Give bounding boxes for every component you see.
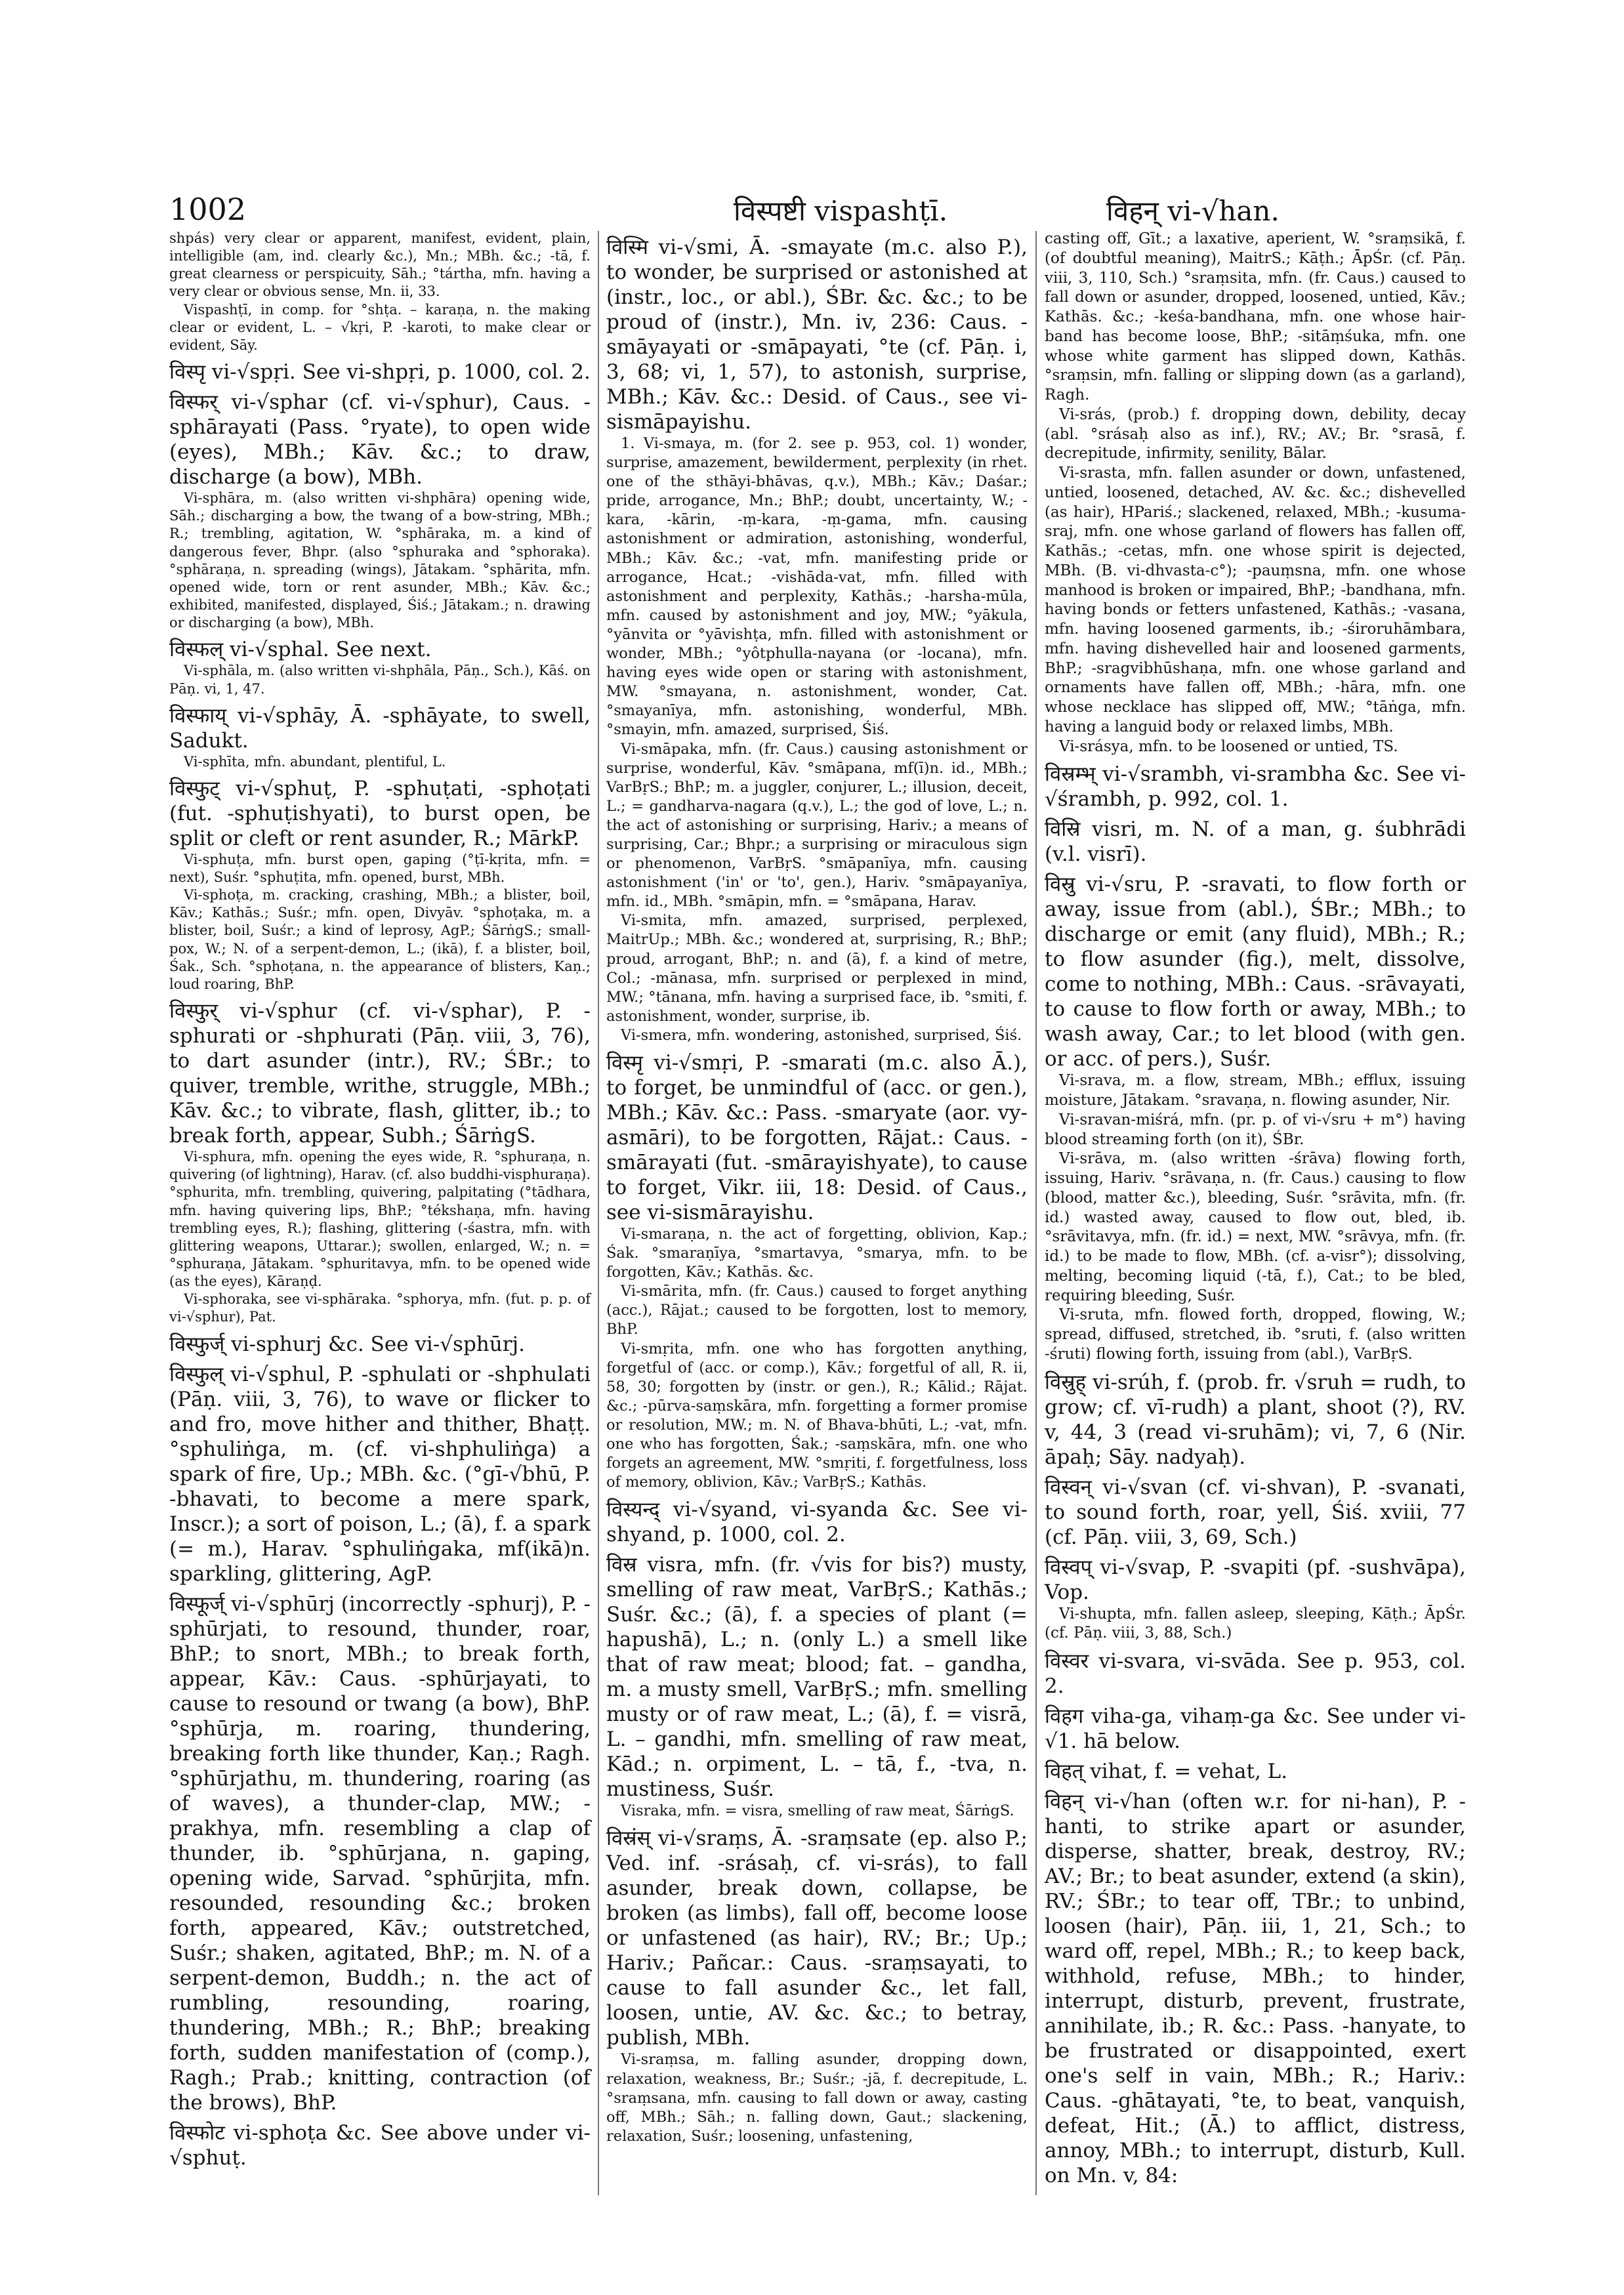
dictionary-entry-text: Vi-sruta, mfn. flowed forth, dropped, flowing, W.; spread, diffused, stretched, ib. °sruti, f. (also written -śruti) flowing forth, issuing from (abl.), VarBṛS. [1045,1306,1466,1363]
dictionary-headword-entry: विस्र visra, mfn. (fr. √vis for bis?) musty, smelling of raw meat, VarBṛS.; Kathās.; Suśr. &c.; (ā), f. a species of plant (= hapushā), L.; n. (only L.) a smell like that of raw meat; blood; fat. – gandha, m. a musty smell, VarBṛS.; mfn. smelling musty or of raw meat, L.; (ā), f. = visrā, L. – gandhi, mfn. smelling of raw meat, Kād.; n. orpiment, L. – tā, f., -tva, n. mustiness, Suśr. [606,1553,1028,1802]
dictionary-headword-entry: विस्फुल् vi-√sphul, P. -sphulati or -shphulati (Pāṇ. viii, 3, 76), to wave or flicker to and fro, move hither and thither, Bhaṭṭ. °sphuliṅga, m. (cf. vi-shphuliṅga) a spark of fire, Up.; MBh. &c. (°gī-√bhū, P. -bhavati, to become a mere spark, Inscr.); a sort of poison, L.; (ā), f. a spark (= m.), Harav. °sphuliṅgaka, mf(ikā)n. sparkling, glittering, AgP. [169,1362,591,1586]
dictionary-entry-text: casting off, Gīt.; a laxative, aperient, W. °sraṃsikā, f. (of doubtful meaning), MaitrS.; Kāṭh.; ĀpŚr. (cf. Pāṇ. viii, 3, 110, Sch.) °sraṃsita, mfn. (fr. Caus.) caused to fall down or asunder, dropped, loosened, untied, Kāv.; Kathās. &c.; -keśa-bandhana, mfn. one whose hair-band has become loose, BhP.; -sitāṃśuka, mfn. one whose white garment has slipped down, Kathās. °sraṃsin, mfn. falling or slipping down (as a garland), Ragh. [1045,230,1466,403]
dictionary-entry-text: Vi-srásya, mfn. to be loosened or untied, TS. [1059,737,1398,755]
dictionary-entry-text: shpás) very clear or apparent, manifest, evident, plain, intelligible (am, ind. clearly &c.), Mn.; MBh. &c.; -tā, f. great clearness or perspicuity, Sāh.; °tártha, mfn. having a very clear or obvious sense, Mn. ii, 33. [169,230,591,300]
column-2 [606,230,1028,2146]
dictionary-headword-entry: विहत् vihat, f. = vehat, L. [1045,1760,1288,1783]
dictionary-entry-text: Vi-sphīta, mfn. abundant, plentiful, L. [184,753,446,770]
dictionary-entry-text: Vi-smita, mfn. amazed, surprised, perplexed, MaitrUp.; MBh. &c.; wondered at, surprising, R.; BhP.; proud, arrogant, BhP.; n. and (ā), f. a kind of metre, Col.; -mānasa, mfn. surprised or perplexed in mind, MW.; °tānana, mfn. having a surprised face, ib. °smiti, f. astonishment, wonder, surprise, ib. [606,912,1028,1025]
dictionary-headword-entry: विस्फाय् vi-√sphāy, Ā. -sphāyate, to swell, Sadukt. [169,703,591,753]
dictionary-headword-entry: विस्फोट vi-sphoṭa &c. See above under vi-√sphuṭ. [169,2120,591,2170]
dictionary-headword-entry: विस्फल् vi-√sphal. See next. [169,638,432,662]
dictionary-headword-entry: विस्रम्भ् vi-√srambh, vi-srambha &c. See vi-√śrambh, p. 992, col. 1. [1045,762,1466,812]
dictionary-entry-text: Vi-srava, m. a flow, stream, MBh.; efflux, issuing moisture, Jātakam. °sravaṇa, n. flowing asunder, Nir. [1045,1072,1466,1109]
dictionary-headword-entry: विस्वन् vi-√svan (cf. vi-shvan), P. -svanati, to sound forth, roar, yell, Śiś. xviii, 77 (cf. Pāṇ. viii, 3, 69, Sch.) [1045,1475,1466,1549]
dictionary-entry-text: Visraka, mfn. = visra, smelling of raw meat, ŚārṅgS. [621,1802,1014,1820]
dictionary-headword-entry: विस्रि visri, m. N. of a man, g. śubhrādi (v.l. visrī). [1045,817,1466,867]
column-1 [169,230,591,2170]
dictionary-entry-text: Vi-sphoṭa, m. cracking, crashing, MBh.; a blister, boil, Kāv.; Kathās.; Suśr.; mfn. open, Divyāv. °sphoṭaka, m. a blister, boil, Suśr.; a kind of leprosy, AgP.; ŚārṅgS.; small-pox, W.; N. of a serpent-demon, L.; (ikā), f. a blister, boil, Śak., Sch. °sphoṭana, n. the appearance of blisters, Kaṇ.; loud roaring, BhP. [169,887,591,992]
page-number: 1002 [169,192,247,227]
dictionary-entry-text: Vi-smārita, mfn. (fr. Caus.) caused to forget anything (acc.), Rājat.; caused to be forgotten, lost to memory, BhP. [606,1283,1028,1338]
dictionary-entry-text: Vi-smera, mfn. wondering, astonished, surprised, Śiś. [621,1026,1022,1044]
dictionary-headword-entry: विस्फुर् vi-√sphur (cf. vi-√sphar), P. -sphurati or -shphurati (Pāṇ. viii, 3, 76), to dart asunder (intr.), RV.; ŚBr.; to quiver, tremble, writhe, struggle, MBh.; Kāv. &c.; to vibrate, flash, glitter, ib.; to break forth, appear, Subh.; ŚārṅgS. [169,999,591,1148]
header-first-word: विस्पष्टी vispashṭī. [734,195,948,227]
dictionary-headword-entry: विस्फुट् vi-√sphuṭ, P. -sphuṭati, -sphoṭati (fut. -sphuṭishyati), to burst open, be split or cleft or rent asunder, R.; MārkP. [169,776,591,850]
dictionary-headword-entry: विस्फर् vi-√sphar (cf. vi-√sphur), Caus. -sphārayati (Pass. °ryate), to open wide (eyes), MBh.; Kāv. &c.; to draw, discharge (a bow), MBh. [169,390,591,489]
dictionary-headword-entry: विस्मृ vi-√smṛi, P. -smarati (m.c. also Ā.), to forget, be unmindful of (acc. or gen.), MBh.; Kāv. &c.: Pass. -smaryate (aor. vy-asmāri), to be forgotten, Rājat.: Caus. -smārayati (fut. -smārayishyate), to cause to forget, Vikr. iii, 18: Desid. of Caus., see vi-sismārayishu. [606,1051,1028,1224]
dictionary-entry-text: Vi-sphura, mfn. opening the eyes wide, R. °sphuraṇa, n. quivering (of lightning), Harav. (cf. also buddhi-visphuraṇa). °sphurita, mfn. trembling, quivering, palpitating (°tādhara, mfn. having quivering lips, BhP.; °tékshaṇa, mfn. having trembling eyes, R.); flashing, glittering (-śastra, mfn. with glittering weapons, Uttarar.); swollen, enlarged, W.; n. = °sphuraṇa, Jātakam. °sphuritavya, mfn. to be opened wide (as the eyes), Kāraṇḍ. [169,1149,591,1290]
dictionary-headword-entry: विस्फुर्ज् vi-sphurj &c. See vi-√sphūrj. [169,1332,526,1356]
header-last-word: विहन् vi-√han. [1106,195,1280,227]
dictionary-entry-text: Vi-sraṃsa, m. falling asunder, dropping down, relaxation, weakness, Br.; Suśr.; -jā, f. decrepitude, L. °sraṃsana, mfn. causing to fall down or away, casting off, MBh.; Sāh.; n. falling down, Gaut.; slackening, relaxation, Suśr.; loosening, unfastening, [606,2051,1028,2145]
dictionary-headword-entry: विहन् vi-√han (often w.r. for ni-han), P. -hanti, to strike apart or asunder, disperse, shatter, break, destroy, RV.; AV.; Br.; to beat asunder, extend (a skin), RV.; ŚBr.; to tear off, TBr.; to unbind, loosen (hair), Pāṇ. iii, 1, 21, Sch.; to ward off, repel, MBh.; R.; to keep back, withhold, refuse, MBh.; to hinder, interrupt, disturb, prevent, frustrate, annihilate, ib.; R. &c.: Pass. -hanyate, to be frustrated or disappointed, exert one's self in vain, MBh.; R.; Hariv.: Caus. -ghātayati, °te, to beat, vanquish, defeat, Hit.; (Ā.) to afflict, distress, annoy, MBh.; to interrupt, disturb, Kull. on Mn. v, 84: [1045,1790,1466,2187]
column-divider [598,231,599,2195]
dictionary-headword-entry: विस्मि vi-√smi, Ā. -smayate (m.c. also P.), to wonder, be surprised or astonished at (instr., loc., or abl.), ŚBr. &c. &c.; to be proud of (instr.), Mn. iv, 236: Caus. -smāyayati or -smāpayati, °te (cf. Pāṇ. i, 3, 68; vi, 1, 57), to astonish, surprise, MBh.; Kāv. &c.: Desid. of Caus., see vi-sismāpayishu. [606,236,1028,434]
dictionary-entry-text: 1. Vi-smaya, m. (for 2. see p. 953, col. 1) wonder, surprise, amazement, bewilderment, perplexity (in rhet. one of the sthāyi-bhāvas, q.v.), MBh.; Kāv.; Daśar.; pride, arrogance, Mn.; BhP.; doubt, uncertainty, W.; -kara, -kārin, -ṃ-kara, -ṃ-gama, mfn. causing astonishment or admiration, astonishing, wonderful, MBh.; Kāv. &c.; -vat, mfn. manifesting pride or arrogance, Hcat.; -vishāda-vat, mfn. filled with astonishment and perplexity, Kathās.; -harsha-mūla, mfn. caused by astonishment and joy, MW.; °yākula, °yānvita or °yāvishṭa, mfn. filled with astonishment or wonder, MBh.; °yôtphulla-nayana (or -locana), mfn. having eyes wide open or staring with astonishment, MW. °smayana, n. astonishment, wonder, Cat. °smayanīya, mfn. astonishing, wonderful, MBh. °smayin, mfn. amazed, surprised, Śiś. [606,435,1028,739]
dictionary-headword-entry: विस्वप् vi-√svap, P. -svapiti (pf. -sushvāpa), Vop. [1045,1555,1466,1604]
dictionary-headword-entry: विस्रुह् vi-srúh, f. (prob. fr. √sruh = rudh, to grow; cf. vī-rudh) a plant, shoot (?), RV. v, 44, 3 (read vi-sruhām); vi, 7, 6 (Nir. āpaḥ; Sāy. nadyaḥ). [1045,1370,1466,1469]
dictionary-headword-entry: विस्वर vi-svara, vi-svāda. See p. 953, col. 2. [1045,1649,1466,1698]
dictionary-entry-text: Vi-srasta, mfn. fallen asunder or down, unfastened, untied, loosened, detached, AV. &c. &c.; dishevelled (as hair), HPariś.; slackened, relaxed, MBh.; -kusuma-sraj, mfn. one whose garland of flowers has fallen off, Kathās.; -cetas, mfn. one whose spirit is dejected, MBh. (B. vi-dhvasta-c°); -pauṃsna, mfn. one whose manhood is broken or impaired, BhP.; -bandhana, mfn. having bonds or fetters unfastened, Kathās.; -vasana, mfn. having loosened garments, ib.; -śiroruhāmbara, mfn. having dishevelled hair and loosened garments, BhP.; -sragvibhūshaṇa, mfn. one whose garland and ornaments have fallen off, MBh.; -hāra, mfn. one whose necklace has slipped off, MW.; °tāṅga, mfn. having a languid body or relaxed limbs, MBh. [1045,465,1466,735]
dictionary-headword-entry: विस्रंस् vi-√sraṃs, Ā. -sraṃsate (ep. also P.; Ved. inf. -srásaḥ, cf. vi-srás), to fall asunder, break down, collapse, be broken (as limbs), fall off, become loose or unfastened (as hair), RV.; Br.; Up.; Hariv.; Pañcar.: Caus. -sraṃsayati, to cause to fall asunder &c., let fall, loosen, untie, AV. &c. &c.; to betray, publish, MBh. [606,1827,1028,2050]
dictionary-headword-entry: विस्पृ vi-√spṛi. See vi-shpṛi, p. 1000, col. 2. [169,360,591,384]
dictionary-headword-entry: विस्रु vi-√sru, P. -sravati, to flow forth or away, issue from (abl.), ŚBr.; MBh.; to discharge or emit (any fluid), MBh.; R.; to flow asunder (fig.), melt, dissolve, come to nothing, MBh.: Caus. -srāvayati, to cause to flow forth or away, MBh.; to wash away, Car.; to let blood (with gen. or acc. of pers.), Suśr. [1045,873,1466,1071]
dictionary-entry-text: Vi-shupta, mfn. fallen asleep, sleeping, Kāṭh.; ĀpŚr. (cf. Pāṇ. viii, 3, 88, Sch.) [1045,1605,1466,1642]
dictionary-entry-text: Vi-sphoraka, see vi-sphāraka. °sphorya, mfn. (fut. p. p. of vi-√sphur), Pat. [169,1291,591,1325]
dictionary-entry-text: Vi-srás, (prob.) f. dropping down, debility, decay (abl. °srásaḥ also as inf.), RV.; AV.; Br. °srasā, f. decrepitude, infirmity, senility, Bālar. [1045,405,1466,463]
dictionary-entry-text: Vi-sravan-miśrá, mfn. (pr. p. of vi-√sru + m°) having blood streaming forth (on it), ŚBr. [1045,1111,1466,1148]
dictionary-entry-text: Vispashṭī, in comp. for °shṭa. – karaṇa, n. the making clear or evident, L. – √kṛi, P. -karoti, to make clear or evident, Sāy. [169,301,591,353]
dictionary-entry-text: Vi-sphāla, m. (also written vi-shphāla, Pāṇ., Sch.), Kāś. on Pāṇ. vi, 1, 47. [169,663,591,697]
dictionary-headword-entry: विस्यन्द् vi-√syand, vi-syanda &c. See vi-shyand, p. 1000, col. 2. [606,1498,1028,1547]
dictionary-entry-text: Vi-sphuṭa, mfn. burst open, gaping (°ṭī-kṛita, mfn. = next), Suśr. °sphuṭita, mfn. opened, burst, MBh. [169,851,591,885]
column-3 [1045,230,1466,2188]
dictionary-headword-entry: विस्फूर्ज् vi-√sphūrj (incorrectly -sphurj), P. -sphūrjati, to resound, thunder, roar, BhP.; to snort, MBh.; to break forth, appear, Kāv.: Caus. -sphūrjayati, to cause to resound or twang (a bow), BhP. °sphūrja, m. roaring, thundering, breaking forth like thunder, Kaṇ.; Ragh. °sphūrjathu, m. thundering, roaring (as of waves), a thunder-clap, MW.; -prakhya, mfn. resembling a clap of thunder, ib. °sphūrjana, n. gaping, opening wide, Sarvad. °sphūrjita, mfn. resounded, resounding &c.; broken forth, appeared, Kāv.; outstretched, Suśr.; shaken, agitated, BhP.; m. N. of a serpent-demon, Buddh.; n. the act of rumbling, resounding, roaring, thundering, MBh.; R.; BhP.; breaking forth, sudden manifestation of (comp.), Ragh.; Prab.; knitting, contraction (of the brows), BhP. [169,1592,591,2115]
column-divider [1035,231,1037,2195]
dictionary-entry-text: Vi-srāva, m. (also written -śrāva) flowing forth, issuing, Hariv. °srāvaṇa, n. (fr. Caus.) causing to flow (blood, matter &c.), bleeding, Suśr. °srāvita, mfn. (fr. id.) wasted away, caused to flow out, bled, ib. °srāvitavya, mfn. (fr. id.) = next, MW. °srāvya, mfn. (fr. id.) to be made to flow, MBh. (cf. a-visr°); dissolving, melting, becoming liquid (-tā, f.), Cat.; to be bled, requiring bleeding, Suśr. [1045,1150,1466,1304]
dictionary-entry-text: Vi-smṛita, mfn. one who has forgotten anything, forgetful of (acc. or comp.), Kāv.; forgetful of all, R. ii, 58, 30; forgotten by (instr. or gen.), R.; Kālid.; Rājat. &c.; -pūrva-saṃskāra, mfn. forgetting a former promise or resolution, MW.; m. N. of Bhava-bhūti, L.; -vat, mfn. one who has forgotten, Śak.; -saṃskāra, mfn. one who forgets an agreement, MW. °smṛiti, f. forgetfulness, loss of memory, oblivion, Kāv.; VarBṛS.; Kathās. [606,1340,1028,1491]
dictionary-entry-text: Vi-smāpaka, mfn. (fr. Caus.) causing astonishment or surprise, wonderful, Kāv. °smāpana, mf(ī)n. id., MBh.; VarBṛS.; BhP.; m. a juggler, conjurer, L.; illusion, deceit, L.; = gandharva-nagara (q.v.), L.; the god of love, L.; n. the act of astonishing or surprising, Hariv.; a means of surprising, Car.; Bhpr.; a surprising or miraculous sign or phenomenon, VarBṛS. °smāpanīya, mfn. causing astonishment ('in' or 'to', gen.), Hariv. °smāpayanīya, mfn. id., MBh. °smāpin, mfn. = °smāpana, Harav. [606,740,1028,911]
dictionary-headword-entry: विहग viha-ga, vihaṃ-ga &c. See under vi-√1. hā below. [1045,1705,1466,1753]
dictionary-entry-text: Vi-sphāra, m. (also written vi-shphāra) opening wide, Sāh.; discharging a bow, the twang of a bow-string, MBh.; R.; trembling, agitation, W. °sphāraka, m. a kind of dangerous fever, Bhpr. (also °sphuraka and °sphoraka). °sphāraṇa, n. spreading (wings), Jātakam. °sphārita, mfn. opened wide, torn or rent asunder, MBh.; Kāv. &c.; exhibited, manifested, displayed, Śiś.; Jātakam.; n. drawing or discharging (a bow), MBh. [169,490,591,631]
dictionary-entry-text: Vi-smaraṇa, n. the act of forgetting, oblivion, Kap.; Śak. °smaraṇīya, °smartavya, °smarya, mfn. to be forgotten, Kāv.; Kathās. &c. [606,1226,1028,1281]
